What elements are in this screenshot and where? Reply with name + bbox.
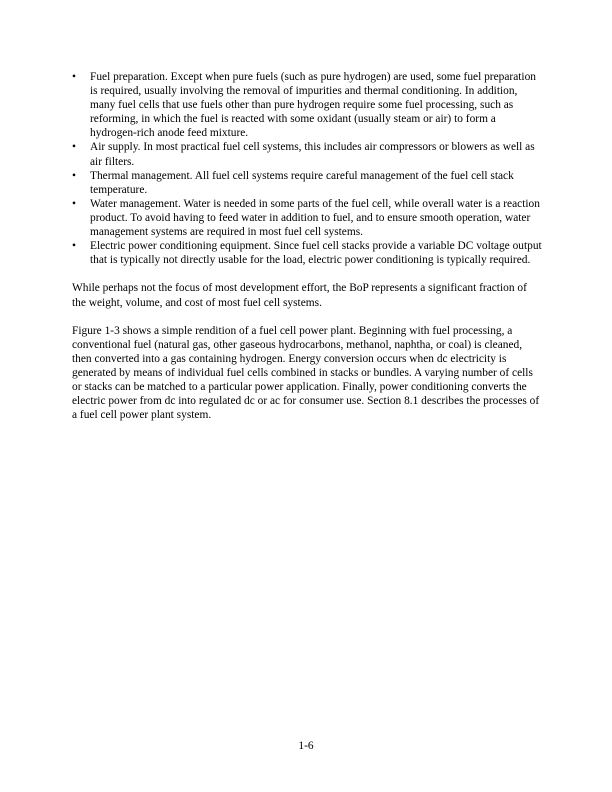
page-number: 1-6 [298, 740, 314, 752]
list-item-text: Fuel preparation. Except when pure fuels (such as pure hydrogen) are used, some fuel preparation is required, usually involving the removal of impurities and thermal conditioning. In addition, many fuel cells that use fuels other than pure hydrogen require some fuel processing, such as reforming, in which the fuel is reacted with some oxidant (usually steam or air) to form a hydrogen-rich anode feed mixture. [90, 71, 536, 140]
bop-components-list [72, 70, 542, 267]
bullet-icon: • [72, 240, 76, 253]
list-item-thermal-management [72, 169, 542, 197]
list-item-air-supply [72, 140, 542, 168]
list-item-fuel-preparation [72, 70, 542, 140]
list-item-text: Water management. Water is needed in some parts of the fuel cell, while overall water is a reaction product. To avoid having to feed water in addition to fuel, and to ensure smooth operation, water management systems are required in most fuel cell systems. [90, 197, 540, 239]
page-body [72, 70, 542, 422]
bullet-icon: • [72, 169, 76, 182]
bullet-icon: • [72, 71, 76, 83]
list-item-power-conditioning [72, 239, 542, 267]
list-item-text: Electric power conditioning equipment. Since fuel cell stacks provide a variable DC voltage output that is typically not directly usable for the load, electric power conditioning is typically required. [90, 240, 542, 267]
list-item-text: Thermal management. All fuel cell systems require careful management of the fuel cell stack temperature. [90, 169, 514, 196]
list-item-water-management [72, 197, 542, 239]
list-item-text: Air supply. In most practical fuel cell systems, this includes air compressors or blowers as well as air filters. [90, 141, 535, 168]
bullet-icon: • [72, 197, 76, 210]
bullet-icon: • [72, 141, 76, 154]
paragraph-bop-fraction: While perhaps not the focus of most development effort, the BoP represents a significant fraction of the weight, volume, and cost of most fuel cell systems. [72, 282, 527, 309]
paragraph-power-plant-overview: Figure 1-3 shows a simple rendition of a fuel cell power plant. Beginning with fuel processing, a conventional fuel (natural gas, other gaseous hydrocarbons, methanol, naphtha, or coal) is cleaned, then converted into a gas containing hydrogen. Energy conversion occurs when dc electricity is generated by means of individual fuel cells combined in stacks or bundles. A varying number of cells or stacks can be matched to a particular power application. Finally, power conditioning converts the electric power from dc into regulated dc or ac for consumer use. Section 8.1 describes the processes of a fuel cell power plant system. [72, 324, 540, 422]
